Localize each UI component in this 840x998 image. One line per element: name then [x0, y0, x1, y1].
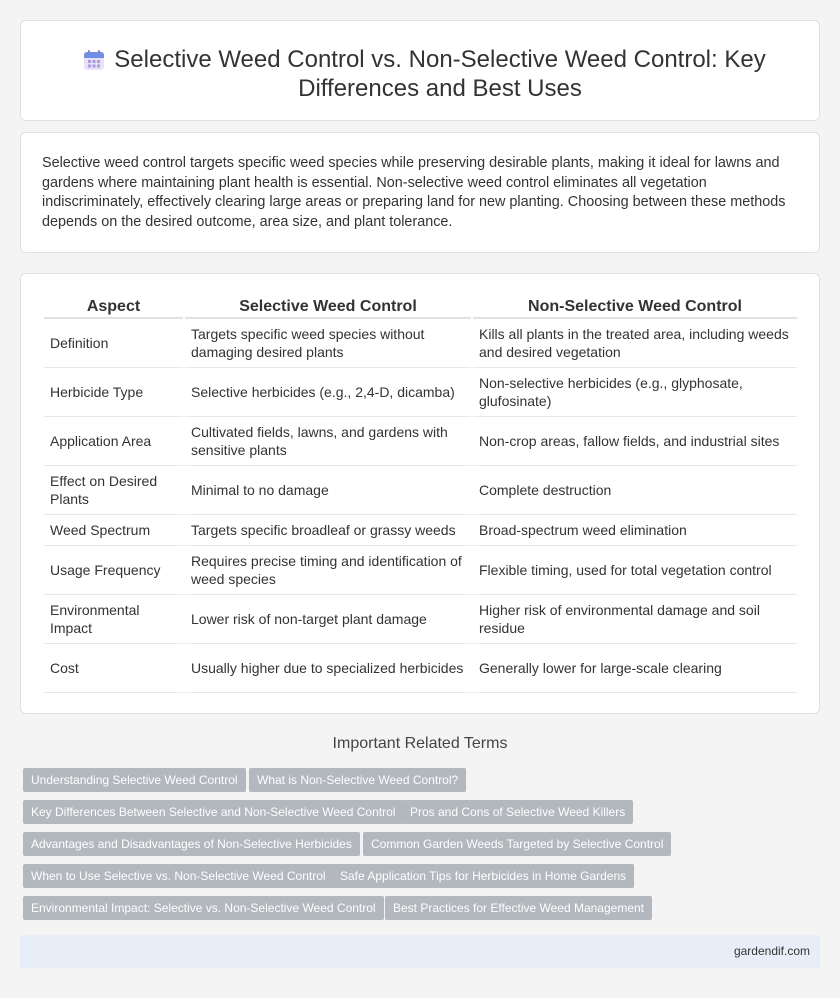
intro-paragraph: Selective weed control targets specific weed species while preserving desirable plants, making it ideal for lawns and gardens where maintaining plant health is essential. Non-selective weed control eliminates all vegetation indiscriminately, effectively clearing large areas or preparing land for new planting. Choosing between these methods depends on the desired outcome, area size, and plant tolerance.	[42, 155, 786, 230]
column-header-aspect: Aspect	[44, 296, 183, 319]
related-term-tag[interactable]: Common Garden Weeds Targeted by Selective Control	[363, 832, 671, 856]
table-cell: Targets specific weed species without damaging desired plants	[185, 319, 471, 368]
table-cell: Definition	[44, 319, 183, 368]
table-cell: Complete destruction	[473, 466, 797, 515]
table-cell: Application Area	[44, 417, 183, 466]
footer	[20, 935, 820, 968]
table-row	[44, 368, 797, 417]
table-cell: Selective herbicides (e.g., 2,4-D, dicamba)	[185, 368, 471, 417]
table-cell: Generally lower for large-scale clearing	[473, 644, 797, 693]
comparison-table	[42, 296, 799, 693]
site-name[interactable]: gardendif.com	[733, 944, 810, 958]
title-card	[20, 20, 820, 121]
page-title: Selective Weed Control vs. Non-Selective Weed Control: Key Differences and Best Uses	[114, 46, 766, 102]
table-cell: Minimal to no damage	[185, 466, 471, 515]
table-cell: Herbicide Type	[44, 368, 183, 417]
related-terms-heading: Important Related Terms	[332, 735, 508, 752]
table-cell: Usually higher due to specialized herbicides	[185, 644, 471, 693]
table-cell: Targets specific broadleaf or grassy weeds	[185, 515, 471, 546]
related-term-tag[interactable]: Understanding Selective Weed Control	[23, 768, 246, 792]
table-row	[44, 515, 797, 546]
column-header-selective: Selective Weed Control	[185, 296, 471, 319]
table-cell: Weed Spectrum	[44, 515, 183, 546]
table-cell: Environmental Impact	[44, 595, 183, 644]
table-cell: Effect on Desired Plants	[44, 466, 183, 515]
table-row	[44, 319, 797, 368]
table-row	[44, 466, 797, 515]
table-cell: Cultivated fields, lawns, and gardens with sensitive plants	[185, 417, 471, 466]
table-cell: Non-selective herbicides (e.g., glyphosate, glufosinate)	[473, 368, 797, 417]
related-term-tag[interactable]: Safe Application Tips for Herbicides in Home Gardens	[332, 864, 634, 888]
related-term-tag[interactable]: Environmental Impact: Selective vs. Non-Selective Weed Control	[23, 896, 384, 920]
table-cell: Usage Frequency	[44, 546, 183, 595]
table-cell: Non-crop areas, fallow fields, and industrial sites	[473, 417, 797, 466]
table-cell: Flexible timing, used for total vegetation control	[473, 546, 797, 595]
table-row	[44, 417, 797, 466]
related-term-tag[interactable]: Advantages and Disadvantages of Non-Selective Herbicides	[23, 832, 360, 856]
related-term-tag[interactable]: Pros and Cons of Selective Weed Killers	[402, 800, 633, 824]
table-cell: Requires precise timing and identification of weed species	[185, 546, 471, 595]
related-term-tag[interactable]: When to Use Selective vs. Non-Selective Weed Control	[23, 864, 334, 888]
table-row	[44, 644, 797, 693]
comparison-card	[20, 273, 820, 714]
column-header-non-selective: Non-Selective Weed Control	[473, 296, 797, 319]
table-cell: Lower risk of non-target plant damage	[185, 595, 471, 644]
related-term-tag[interactable]: What is Non-Selective Weed Control?	[249, 768, 466, 792]
table-cell: Higher risk of environmental damage and soil residue	[473, 595, 797, 644]
table-cell: Broad-spectrum weed elimination	[473, 515, 797, 546]
table-cell: Kills all plants in the treated area, including weeds and desired vegetation	[473, 319, 797, 368]
intro-card	[20, 132, 820, 253]
table-header-row	[44, 296, 797, 319]
related-term-tag[interactable]: Best Practices for Effective Weed Management	[385, 896, 652, 920]
table-cell: Cost	[44, 644, 183, 693]
table-row	[44, 595, 797, 644]
table-row	[44, 546, 797, 595]
related-term-tag[interactable]: Key Differences Between Selective and Non-Selective Weed Control	[23, 800, 403, 824]
